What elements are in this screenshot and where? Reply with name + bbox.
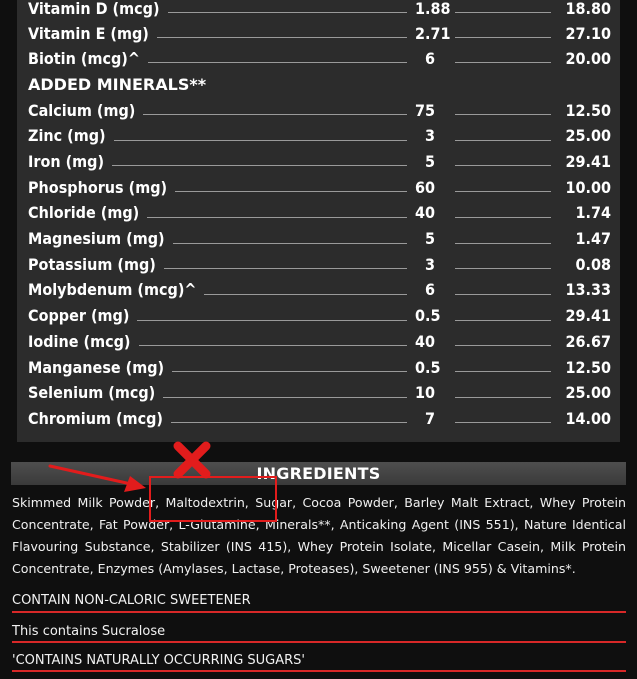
nutrient-amount: 5 xyxy=(424,151,435,171)
leader-line xyxy=(148,62,407,63)
nutrient-rda: 10.00 xyxy=(565,177,611,197)
divider xyxy=(12,670,626,672)
nutrient-name: Magnesium (mg) xyxy=(28,229,165,248)
nutrient-amount: 5 xyxy=(424,229,435,248)
highlighted-ingredients: Maltodextrin, Sugar, xyxy=(165,495,297,510)
nutrient-row xyxy=(28,124,611,148)
nutrient-amount: 3 xyxy=(424,126,435,146)
ingredients-text-start: Skimmed Milk Powder, xyxy=(12,495,166,510)
nutrient-row xyxy=(28,355,611,379)
nutrient-name: Vitamin D (mcg) xyxy=(28,0,160,18)
nutrient-rda: 14.00 xyxy=(565,408,611,428)
nutrient-name: Zinc (mg) xyxy=(28,126,106,146)
nutrient-amount: 75 xyxy=(415,100,436,120)
leader-line xyxy=(455,422,551,423)
nutrient-row xyxy=(28,252,611,276)
leader-line xyxy=(455,12,551,13)
nutrient-name: Chloride (mg) xyxy=(28,203,140,223)
nutrient-name: Vitamin E (mg) xyxy=(28,23,149,43)
leader-line xyxy=(164,268,407,269)
leader-line xyxy=(157,37,407,38)
nutrient-amount: 40 xyxy=(415,331,436,351)
leader-line xyxy=(455,345,551,346)
leader-line xyxy=(143,114,407,115)
highlight-box xyxy=(149,476,277,522)
sucralose-statement: This contains Sucralose xyxy=(12,623,166,639)
nutrient-row xyxy=(28,21,611,45)
sweetener-statement: CONTAIN NON-CALORIC SWEETENER xyxy=(12,592,251,608)
pointer-arrow-icon xyxy=(42,452,152,498)
leader-line xyxy=(163,397,407,398)
leader-line xyxy=(112,165,407,166)
nutrient-rda: 0.08 xyxy=(575,254,611,274)
leader-line xyxy=(168,12,407,13)
leader-line xyxy=(114,140,407,141)
nutrient-amount: 2.71 xyxy=(415,23,451,43)
nutrient-amount: 3 xyxy=(424,254,435,274)
leader-line xyxy=(455,191,551,192)
ingredients-heading: INGREDIENTS xyxy=(11,462,626,485)
leader-line xyxy=(139,345,408,346)
nutrition-table xyxy=(17,0,620,442)
nutrient-name: Potassium (mg) xyxy=(28,254,156,274)
nutrient-row xyxy=(28,201,611,225)
nutrient-rda: 27.10 xyxy=(565,23,611,43)
nutrient-row xyxy=(28,278,611,302)
nutrient-rda: 26.67 xyxy=(565,331,611,351)
leader-line xyxy=(455,114,551,115)
nutrient-amount: 0.5 xyxy=(415,357,441,377)
nutrient-name: Phosphorus (mg) xyxy=(28,177,168,197)
nutrient-rda: 1.74 xyxy=(575,203,611,223)
leader-line xyxy=(455,320,551,321)
nutrient-row xyxy=(28,46,611,70)
nutrient-name: Selenium (mcg) xyxy=(28,383,156,403)
leader-line xyxy=(173,243,407,244)
nutrient-amount: 6 xyxy=(424,48,435,68)
ingredients-text xyxy=(12,492,626,580)
sugars-statement: 'CONTAINS NATURALLY OCCURRING SUGARS' xyxy=(12,652,305,668)
leader-line xyxy=(455,62,551,63)
nutrient-row xyxy=(28,406,611,430)
leader-line xyxy=(455,140,551,141)
nutrient-row xyxy=(28,175,611,199)
nutrient-rda: 29.41 xyxy=(565,151,611,171)
nutrient-row xyxy=(28,149,611,173)
minerals-heading: ADDED MINERALS** xyxy=(28,74,207,94)
leader-line xyxy=(455,217,551,218)
nutrient-name: Copper (mg) xyxy=(28,306,130,326)
nutrient-row xyxy=(28,0,611,20)
leader-line xyxy=(455,294,551,295)
nutrient-rda: 18.80 xyxy=(565,0,611,18)
nutrient-rda: 29.41 xyxy=(565,306,611,326)
nutrient-name: Iron (mg) xyxy=(28,151,105,171)
nutrient-row xyxy=(28,98,611,122)
nutrient-name: Manganese (mg) xyxy=(28,357,165,377)
divider xyxy=(12,641,626,643)
nutrient-amount: 6 xyxy=(424,280,435,300)
ingredients-text-rest: Cocoa Powder, Barley Malt Extract, Whey Protein Concentrate, Fat Powder, L-Glutamine, Minerals**, Anticaking Agent (INS 551), Nature Identical Flavouring Substance, Stabilizer (INS 415), Whey Protein Isolate, Micellar Casein, Milk Protein Concentrate, Enzymes (Amylases, Lactase, Proteases), Sweetener (INS 955) & Vitamins*. xyxy=(12,495,626,576)
nutrient-row xyxy=(28,381,611,405)
nutrient-name: Chromium (mcg) xyxy=(28,408,163,428)
nutrient-name: Biotin (mcg)^ xyxy=(28,48,140,68)
nutrient-rda: 1.47 xyxy=(575,229,611,248)
leader-line xyxy=(455,37,551,38)
leader-line xyxy=(147,217,407,218)
nutrient-amount: 60 xyxy=(415,177,436,197)
nutrient-rda: 25.00 xyxy=(565,126,611,146)
leader-line xyxy=(175,191,407,192)
nutrient-amount: 7 xyxy=(424,408,435,428)
nutrient-row xyxy=(28,227,611,251)
nutrient-name: Iodine (mcg) xyxy=(28,331,131,351)
leader-line xyxy=(455,165,551,166)
leader-line xyxy=(455,268,551,269)
nutrient-rda: 20.00 xyxy=(565,48,611,68)
nutrient-row xyxy=(28,329,611,353)
nutrient-row xyxy=(28,304,611,328)
nutrient-rda: 12.50 xyxy=(565,100,611,120)
nutrient-name: Molybdenum (mcg)^ xyxy=(28,280,197,300)
leader-line xyxy=(455,397,551,398)
nutrient-amount: 10 xyxy=(415,383,436,403)
divider xyxy=(12,611,626,613)
cross-mark-icon xyxy=(172,440,212,480)
nutrient-rda: 25.00 xyxy=(565,383,611,403)
leader-line xyxy=(455,243,551,244)
nutrient-rda: 12.50 xyxy=(565,357,611,377)
leader-line xyxy=(171,422,407,423)
leader-line xyxy=(137,320,407,321)
leader-line xyxy=(204,294,407,295)
nutrient-amount: 0.5 xyxy=(415,306,441,326)
nutrient-amount: 1.88 xyxy=(415,0,451,18)
nutrient-rda: 13.33 xyxy=(565,280,611,300)
leader-line xyxy=(455,371,551,372)
leader-line xyxy=(172,371,407,372)
nutrient-name: Calcium (mg) xyxy=(28,100,136,120)
nutrient-amount: 40 xyxy=(415,203,436,223)
